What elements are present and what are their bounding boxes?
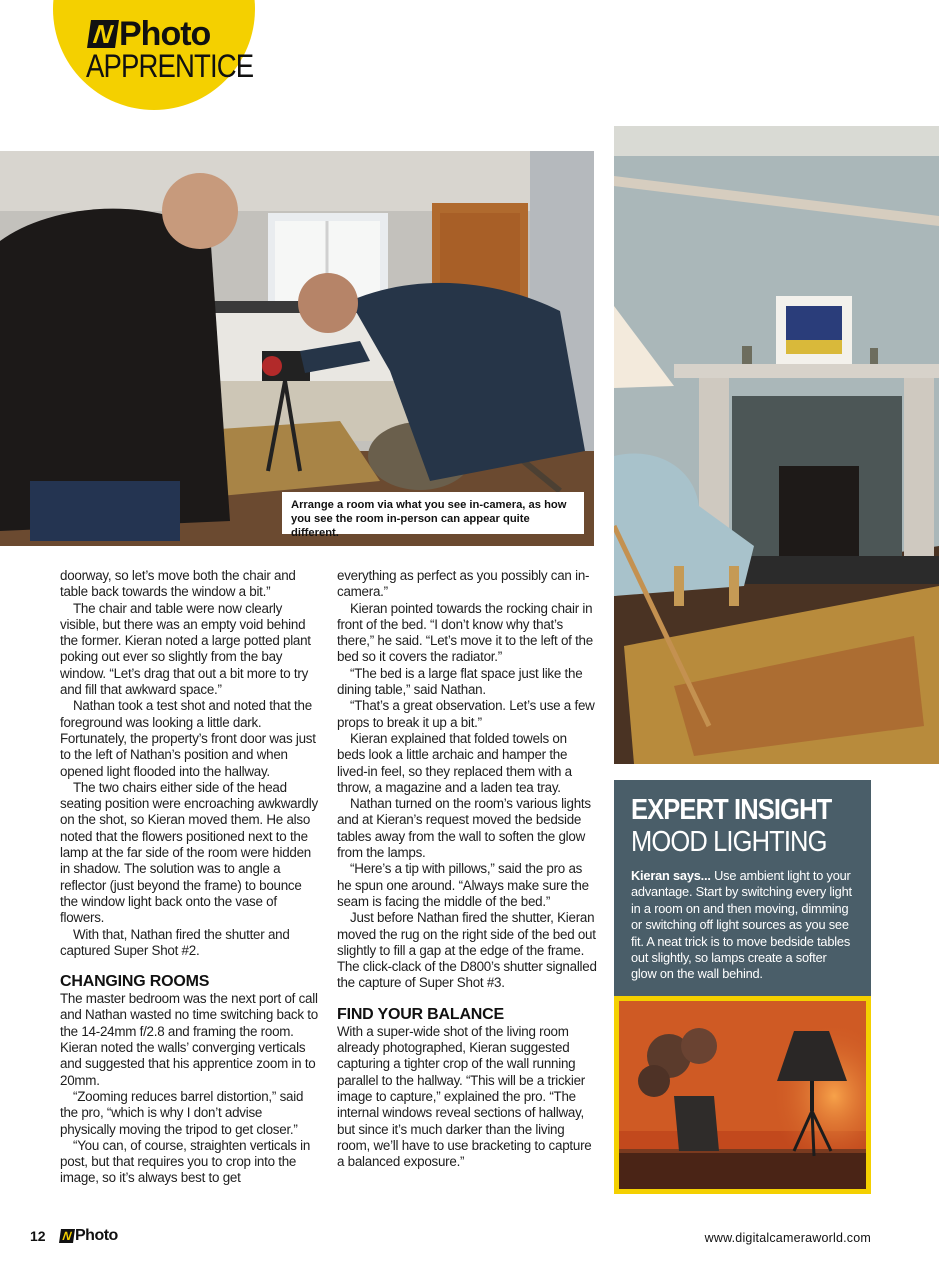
paragraph: With that, Nathan fired the shutter and captured Super Shot #2. <box>60 926 290 958</box>
expert-insight-box <box>614 780 871 996</box>
text-column-1 <box>60 568 320 1187</box>
logo-n-mark: N <box>87 20 119 48</box>
paragraph: Kieran pointed towards the rocking chair in front of the bed. “I don’t know why that’s there,” he said. “Let’s move it to the left of the bed so it covers the radiator.” <box>337 600 593 665</box>
paragraph: Nathan took a test shot and noted that the foreground was looking a little dark. Fortunately, the property’s front door was just to the left of Nathan’s position and when opened light flooded into the hallway. <box>60 698 316 779</box>
footer-logo <box>60 1227 118 1245</box>
paragraph: “That’s a great observation. Let’s use a few props to break it up a bit.” <box>337 698 595 730</box>
page-number: 12 <box>30 1228 46 1244</box>
text-column-2 <box>337 568 597 1170</box>
living-room-photo <box>614 126 939 764</box>
paragraph: “You can, of course, straighten verticals in post, but that requires you to crop into the image, so it’s always best to get <box>60 1137 311 1186</box>
nphoto-logo <box>89 16 210 52</box>
paragraph: The chair and table were now clearly visible, but there was an empty void behind the former. Kieran noted a large potted plant poking out ever so slightly from the bay window. “Let’s drag that out a bit more to try and fill that awkward space.” <box>60 600 311 698</box>
bedroom-photo <box>0 151 594 546</box>
badge-subtitle: APPRENTICE <box>86 48 254 84</box>
paragraph: “The bed is a large flat space just like the dining table,” said Nathan. <box>337 665 583 698</box>
insight-title: EXPERT INSIGHT <box>631 794 832 826</box>
footer-logo-word: Photo <box>75 1227 118 1244</box>
paragraph: “Here’s a tip with pillows,” said the pro as he spun one around. “Always make sure the seam is facing the middle of the bed.” <box>337 861 589 909</box>
paragraph: The two chairs either side of the head seating position were encroaching awkwardly on the shot, so Kieran moved them. He also noted that the flowers positioned next to the lamp at the far side of the room were hidden in shadow. The solution was to angle a reflector (just beyond the frame) to bounce the window light back onto the vase of flowers. <box>60 779 318 926</box>
footer-url: www.digitalcameraworld.com <box>704 1231 871 1245</box>
section-heading: FIND YOUR BALANCE <box>337 1005 504 1023</box>
footer-logo-n-mark: N <box>59 1229 75 1243</box>
insight-subtitle: MOOD LIGHTING <box>631 826 827 858</box>
paragraph: Kieran explained that folded towels on beds look a little archaic and hamper the lived-in feel, so they replaced them with a throw, a magazine and a laden tea tray. <box>337 730 572 795</box>
insight-text: Use ambient light to your advantage. Start by switching every light in a room on and then moving, dimming or switching off light sources as you see fit. A neat trick is to move bedside tables out slightly, so lamps create a softer glow on the wall behind. <box>631 868 852 982</box>
paragraph: The master bedroom was the next port of call and Nathan wasted no time switching back to the 14-24mm f/2.8 and framing the room. Kieran noted the walls’ converging verticals and suggested that his apprentice zoom in to 20mm. <box>60 991 318 1088</box>
paragraph: Nathan turned on the room’s various lights and at Kieran’s request moved the bedside tables away from the wall to soften the glow from the lamps. <box>337 796 591 861</box>
photo-caption: Arrange a room via what you see in-camera, as how you see the room in-person can appear quite different. <box>282 492 584 534</box>
lamp-photo-frame <box>614 996 871 1194</box>
paragraph: “Zooming reduces barrel distortion,” said the pro, “which is why I don’t advise physically moving the tripod to get closer.” <box>60 1088 304 1137</box>
paragraph: everything as perfect as you possibly can in-camera.” <box>337 568 590 600</box>
insight-body <box>631 868 854 983</box>
section-heading: CHANGING ROOMS <box>60 973 210 991</box>
logo-word: Photo <box>119 15 211 53</box>
insight-lead: Kieran says... <box>631 868 711 883</box>
paragraph: Just before Nathan fired the shutter, Kieran moved the rug on the right side of the bed out slightly to fill a gap at the edge of the frame. The click-clack of the D800’s shutter signalled the capture of Super Shot #3. <box>337 910 597 991</box>
paragraph: With a super-wide shot of the living room already photographed, Kieran suggested capturing a tighter crop of the wall running parallel to the hallway. “This will be a trickier image to capture,” explained the pro. “The internal windows reveal sections of hallway, but since it’s much darker than the living room, we’ll have to use bracketing to capture a balanced exposure.” <box>337 1023 592 1170</box>
lamp-photo <box>619 1001 866 1189</box>
paragraph: doorway, so let’s move both the chair and table back towards the window a bit.” <box>60 568 296 600</box>
